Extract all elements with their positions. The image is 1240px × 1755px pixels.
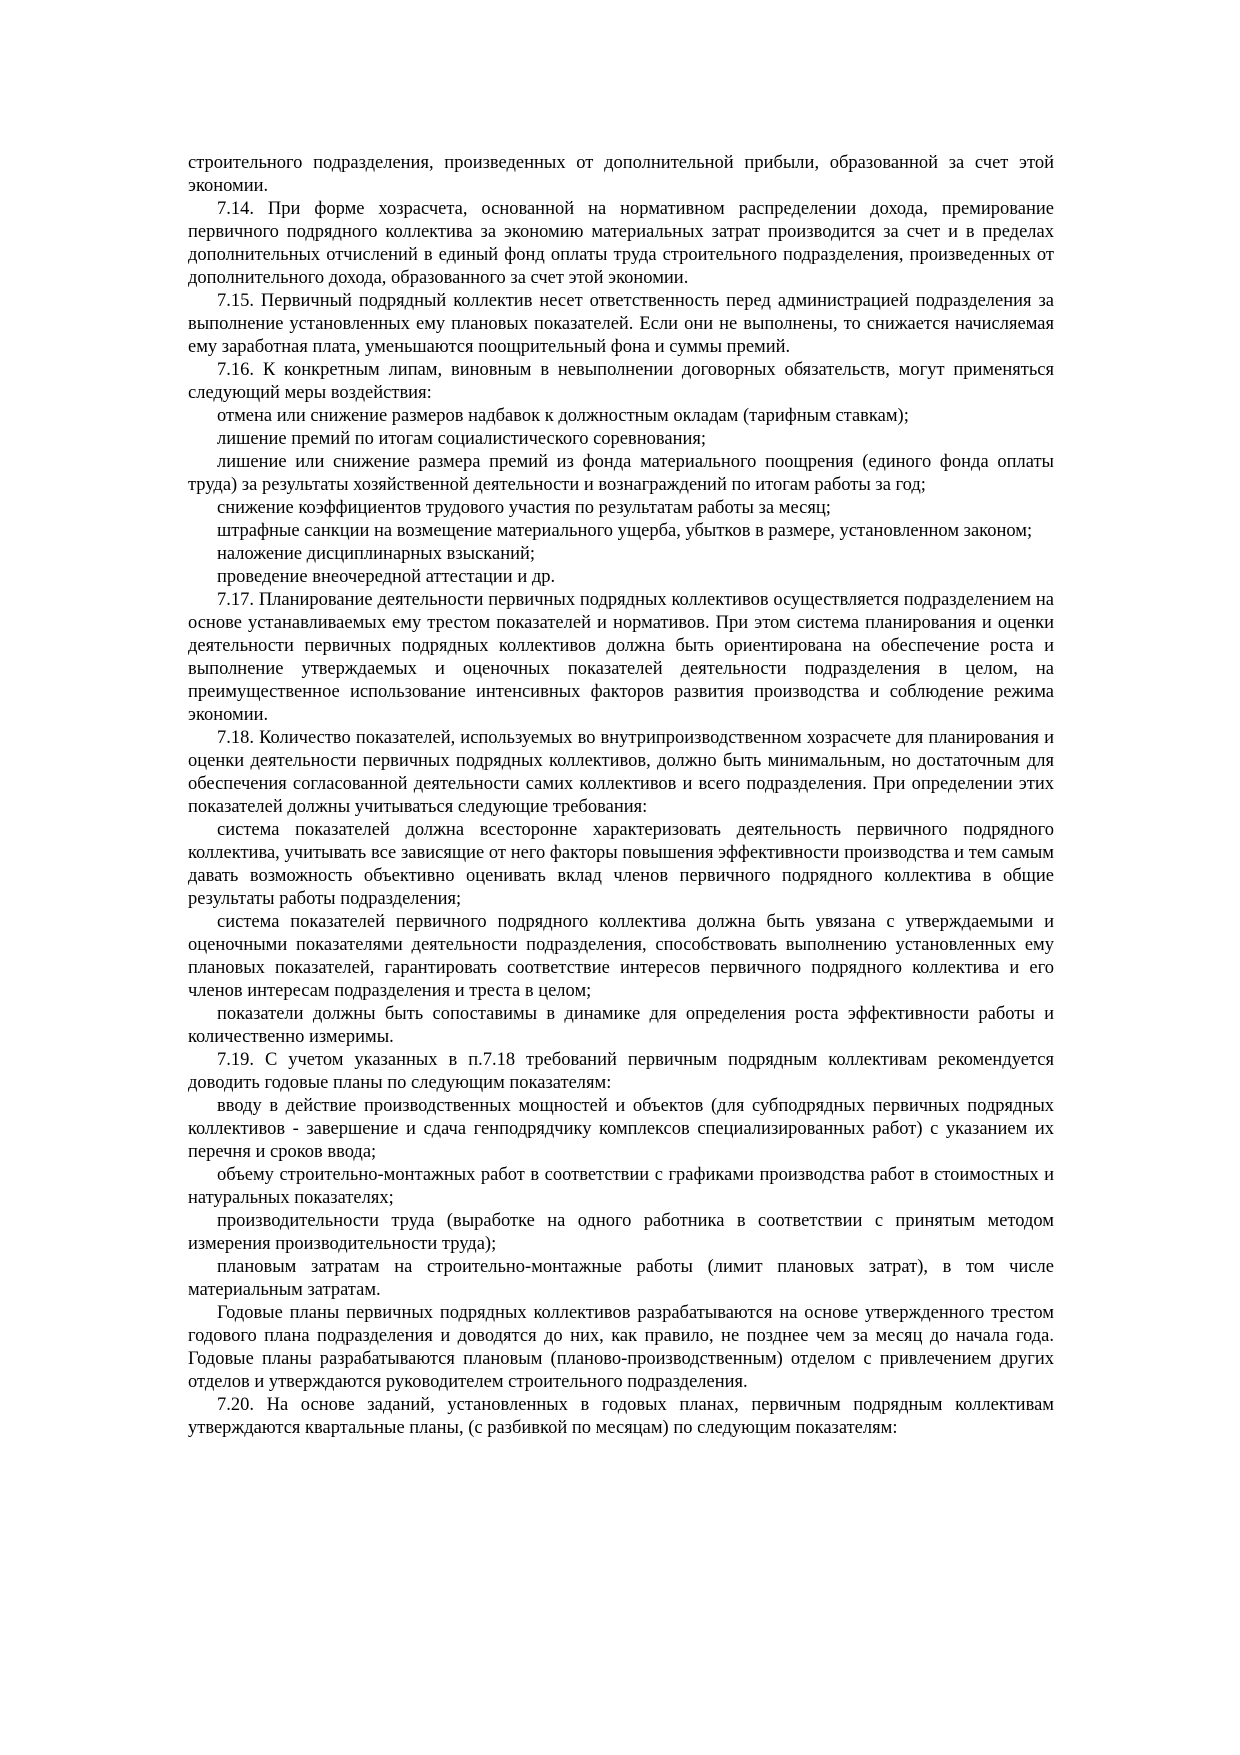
paragraph-7-14: 7.14. При форме хозрасчета, основанной на нормативном распределении дохода, премирование первичного подрядного коллектива за экономию материальных затрат производится за счет и в пределах дополнительных отчислений в единый фонд оплаты труда строительного подразделения, произведенных от дополнительного дохода, образованного за счет этой экономии.	[188, 199, 1054, 288]
list-item: производительности труда (выработке на одного работника в соответствии с принятым методом измерения производительности труда);	[188, 1211, 1054, 1254]
list-item: система показателей должна всесторонне характеризовать деятельность первичного подрядного коллектива, учитывать все зависящие от него факторы повышения эффективности производства и тем самым давать возможность объективно оценивать вклад членов первичного подрядного коллектива в общие результаты работы подразделения;	[188, 820, 1054, 909]
document-page	[188, 152, 1054, 1440]
list-item: система показателей первичного подрядного коллектива должна быть увязана с утверждаемыми и оценочными показателями деятельности подразделения, способствовать выполнению установленных ему плановых показателей, гарантировать соответствие интересов первичного подрядного коллектива и его членов интересам подразделения и треста в целом;	[188, 912, 1054, 1001]
list-item: плановым затратам на строительно-монтажные работы (лимит плановых затрат), в том числе материальным затратам.	[188, 1257, 1054, 1300]
list-item: лишение премий по итогам социалистического соревнования;	[217, 429, 707, 449]
paragraph-7-19: 7.19. С учетом указанных в п.7.18 требований первичным подрядным коллективам рекомендуется доводить годовые планы по следующим показателям:	[188, 1050, 1054, 1093]
paragraph-7-17: 7.17. Планирование деятельности первичных подрядных коллективов осуществляется подразделением на основе устанавливаемых ему трестом показателей и нормативов. При этом система планирования и оценки деятельности первичных подрядных коллективов должна быть ориентирована на обеспечение роста и выполнение утверждаемых и оценочных показателей деятельности подразделения в целом, на преимущественное использование интенсивных факторов развития производства и соблюдение режима экономии.	[188, 590, 1054, 725]
paragraph-7-20: 7.20. На основе заданий, установленных в годовых планах, первичным подрядным коллективам утверждаются квартальные планы, (с разбивкой по месяцам) по следующим показателям:	[188, 1395, 1054, 1438]
list-item: объему строительно-монтажных работ в соответствии с графиками производства работ в стоимостных и натуральных показателях;	[188, 1165, 1054, 1208]
list-item: отмена или снижение размеров надбавок к должностным окладам (тарифным ставкам);	[217, 406, 909, 426]
list-item: наложение дисциплинарных взысканий;	[217, 544, 536, 564]
list-item: снижение коэффициентов трудового участия по результатам работы за месяц;	[217, 498, 831, 518]
list-item: вводу в действие производственных мощностей и объектов (для субподрядных первичных подрядных коллективов - завершение и сдача генподрядчику комплексов специализированных работ) с указанием их перечня и сроков ввода;	[188, 1096, 1054, 1162]
paragraph-7-15: 7.15. Первичный подрядный коллектив несет ответственность перед администрацией подразделения за выполнение установленных ему плановых показателей. Если они не выполнены, то снижается начисляемая ему заработная плата, уменьшаются поощрительный фона и суммы премий.	[188, 291, 1054, 357]
list-item: проведение внеочередной аттестации и др.	[217, 567, 556, 587]
paragraph-continuation: строительного подразделения, произведенных от дополнительной прибыли, образованной за счет этой экономии.	[188, 153, 1054, 196]
list-item: лишение или снижение размера премий из фонда материального поощрения (единого фонда оплаты труда) за результаты хозяйственной деятельности и вознаграждений по итогам работы за год;	[188, 452, 1054, 495]
list-item: штрафные санкции на возмещение материального ущерба, убытков в размере, установленном законом;	[217, 521, 1033, 541]
paragraph-7-18: 7.18. Количество показателей, используемых во внутрипроизводственном хозрасчете для планирования и оценки деятельности первичных подрядных коллективов, должно быть минимальным, но достаточным для обеспечения согласованной деятельности самих коллективов и всего подразделения. При определении этих показателей должны учитываться следующие требования:	[188, 728, 1054, 817]
paragraph-annual-plans: Годовые планы первичных подрядных коллективов разрабатываются на основе утвержденного трестом годового плана подразделения и доводятся до них, как правило, не позднее чем за месяц до начала года. Годовые планы разрабатываются плановым (планово-производственным) отделом с привлечением других отделов и утверждаются руководителем строительного подразделения.	[188, 1303, 1054, 1392]
paragraph-7-16: 7.16. К конкретным липам, виновным в невыполнении договорных обязательств, могут применяться следующий меры воздействия:	[188, 360, 1054, 403]
list-item: показатели должны быть сопоставимы в динамике для определения роста эффективности работы и количественно измеримы.	[188, 1004, 1054, 1047]
